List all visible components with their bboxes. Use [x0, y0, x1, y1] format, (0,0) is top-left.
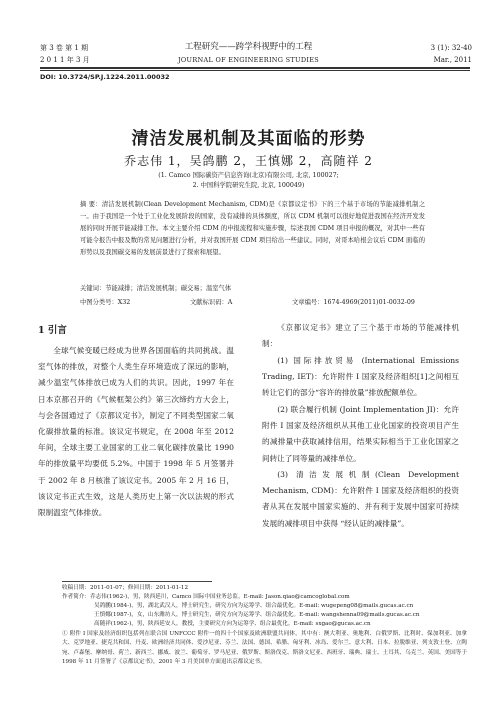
journal-title-cn: 工程研究——跨学科视野中的工程	[184, 42, 313, 52]
paper-title: 清洁发展机制及其面临的形势	[131, 129, 366, 149]
header-rule	[40, 67, 470, 69]
mechanism-ji: (2) 联合履行机制 (Joint Implementation JI)：允许附件 I 国家及经济组织从其他工业化国家的投资项目产生的减排量中获取减排信用，结果实际相当于工业化国家之间转让了同等量的减排单位。	[262, 405, 459, 463]
clc-number: 中图分类号：X32	[80, 299, 131, 306]
doc-code: 文献标识码：A	[190, 299, 233, 306]
author-bio-4: 高随祥(1962-)，男，陕西延安人，教授，主要研究方向为运筹学、组合最优化。E-mail: sxgao@gucas.ac.cn	[94, 621, 371, 627]
author-list: 乔志伟 1，吴鸽鹏 2，王慎娜 2，高随祥 2	[124, 154, 373, 168]
doi: DOI: 10.3724/SP.J.1224.2011.00032	[40, 73, 170, 81]
intro-paragraph: 全球气候变暖已经成为世界各国面临的共同挑战。温室气体的排放，对整个人类生存环境造成了深远的影响，减少温室气体排放已成为人们的共识。因此，1997 年在日本京都召开的《气候框架公约》第三次缔约方大会上，与会各国通过了《京都议定书》，制定了不同类型国家二氧化碳排放量的标准。该议定书规定，在 2008 年至 2012 年间，全球主要工业国家的工业二氧化碳排放量比 1990 年的排放量平均要低 5.2%。中国于 1998 年 5 月签署并于 2002 年 8 月核准了该议定书。2005 年 2 月 16 日，该议定书正式生效，这是人类历史上第一次以法规的形式限制温室气体排放。	[38, 346, 234, 518]
mechanisms-intro: 《京都议定书》建立了三个基于市场的节能减排机制：	[262, 323, 459, 349]
article-number: 文章编号：1674-4969(2011)01-0032-09	[292, 299, 415, 306]
header-rule-thin	[40, 70, 470, 71]
footnote-rule	[62, 581, 212, 582]
author-bio-3: 王慎娜(1987-)，女，山东潍坊人，博士研究生，研究方向为运筹学、组合最优化。E-mail: wangshenna09@mails.gucas.ac.cn	[94, 612, 420, 618]
month-year-en: Mar., 2011	[433, 56, 472, 64]
mechanism-iet: (1) 国际排放贸易 (International Emissions Trading, IET)：允许附件 I 国家及经济组织[1]之间相互转让它们的部分“容许的排放量”排放配额单位。	[262, 356, 459, 398]
received-date: 收稿日期：2011-01-07；修回日期：2011-01-12	[62, 585, 189, 591]
affiliation-2: 2. 中国科学院研究生院, 北京, 100049)	[192, 182, 305, 189]
section-heading-intro: 1 引言	[38, 325, 67, 336]
volume-issue: 第 3 卷 第 1 期	[40, 44, 89, 52]
affiliation-1: (1. Camco 国际碳资产信息咨询(北京)有限公司, 北京, 100027;	[158, 172, 339, 179]
keywords: 关键词：节能减排；清洁发展机制；碳交易；温室气体	[80, 285, 232, 292]
footnote-annex-one: ① 附件 I 国家及经济组织包括列在联合国 UNFCCC 附件一的四十个国家及欧洲联盟共同体，其中有：澳大利亚、奥地利、白俄罗斯、比利时、保加利亚、加拿大、克罗地亚、捷克共和国、丹麦、欧洲经济共同体、爱沙尼亚、芬兰、法国、德国、希腊、匈牙利、冰岛、爱尔兰、意大利、日本、拉脱维亚、列支敦士登、立陶宛、卢森堡、摩纳哥、荷兰、新西兰、挪威、波兰、葡萄牙、罗马尼亚、俄罗斯、斯洛伐克、斯洛文尼亚、西班牙、瑞典、瑞士、土耳其、乌克兰、英国、美国等于 1998 年 11 月签署了《京都议定书》，2001 年 3 月美国单方面退出京都议定书。	[62, 631, 467, 666]
volume-pages: 3 (1): 32-40	[430, 44, 472, 52]
author-bio-1: 作者简介：乔志伟(1962-)，男，陕西延川，Camco 国际中国业务总监。E-mail: Jason.qiao@camcoglobal.com	[62, 594, 350, 600]
issue-date: 2 0 1 1 年 3 月	[40, 56, 90, 64]
abstract: 摘 要：清洁发展机制(Clean Development Mechanism, CDM)是《京都议定书》下的三个基于市场的节能减排机制之一。由于我国是一个处于工业化发展阶段的国家，没有减排的具体额度，所以 CDM 机制可以很好地促进我国在经济开发发展的同时开展节能减排工作。本文主要介绍 CDM 的申报流程和实施步骤，综述我国 CDM 项目申报的概况，对其中一些有可能令报告中报及数的常见问题进行分析，并对我国开展 CDM 项目给出一些建议。同时，对哥本哈根会议后 CDM 面临的形势以及我国碳交易的发展前景进行了探索和展望。	[80, 201, 425, 256]
author-bio-2: 吴鸽鹏(1984-)，男，湖北武汉人，博士研究生，研究方向为运筹学、组合最优化。E-mail: wugepeng08@mails.gucas.ac.cn	[94, 603, 414, 609]
mechanism-cdm: (3) 清洁发展机制(Clean Development Mechanism, CDM)：允许附件 I 国家及经济组织的投资者从其在发展中国家实施的、并有利于发展中国家可持续发展的减排项目中获得 “经认证的减排量”。	[262, 470, 459, 528]
journal-title-en: JOURNAL OF ENGINEERING STUDIES	[178, 56, 319, 64]
